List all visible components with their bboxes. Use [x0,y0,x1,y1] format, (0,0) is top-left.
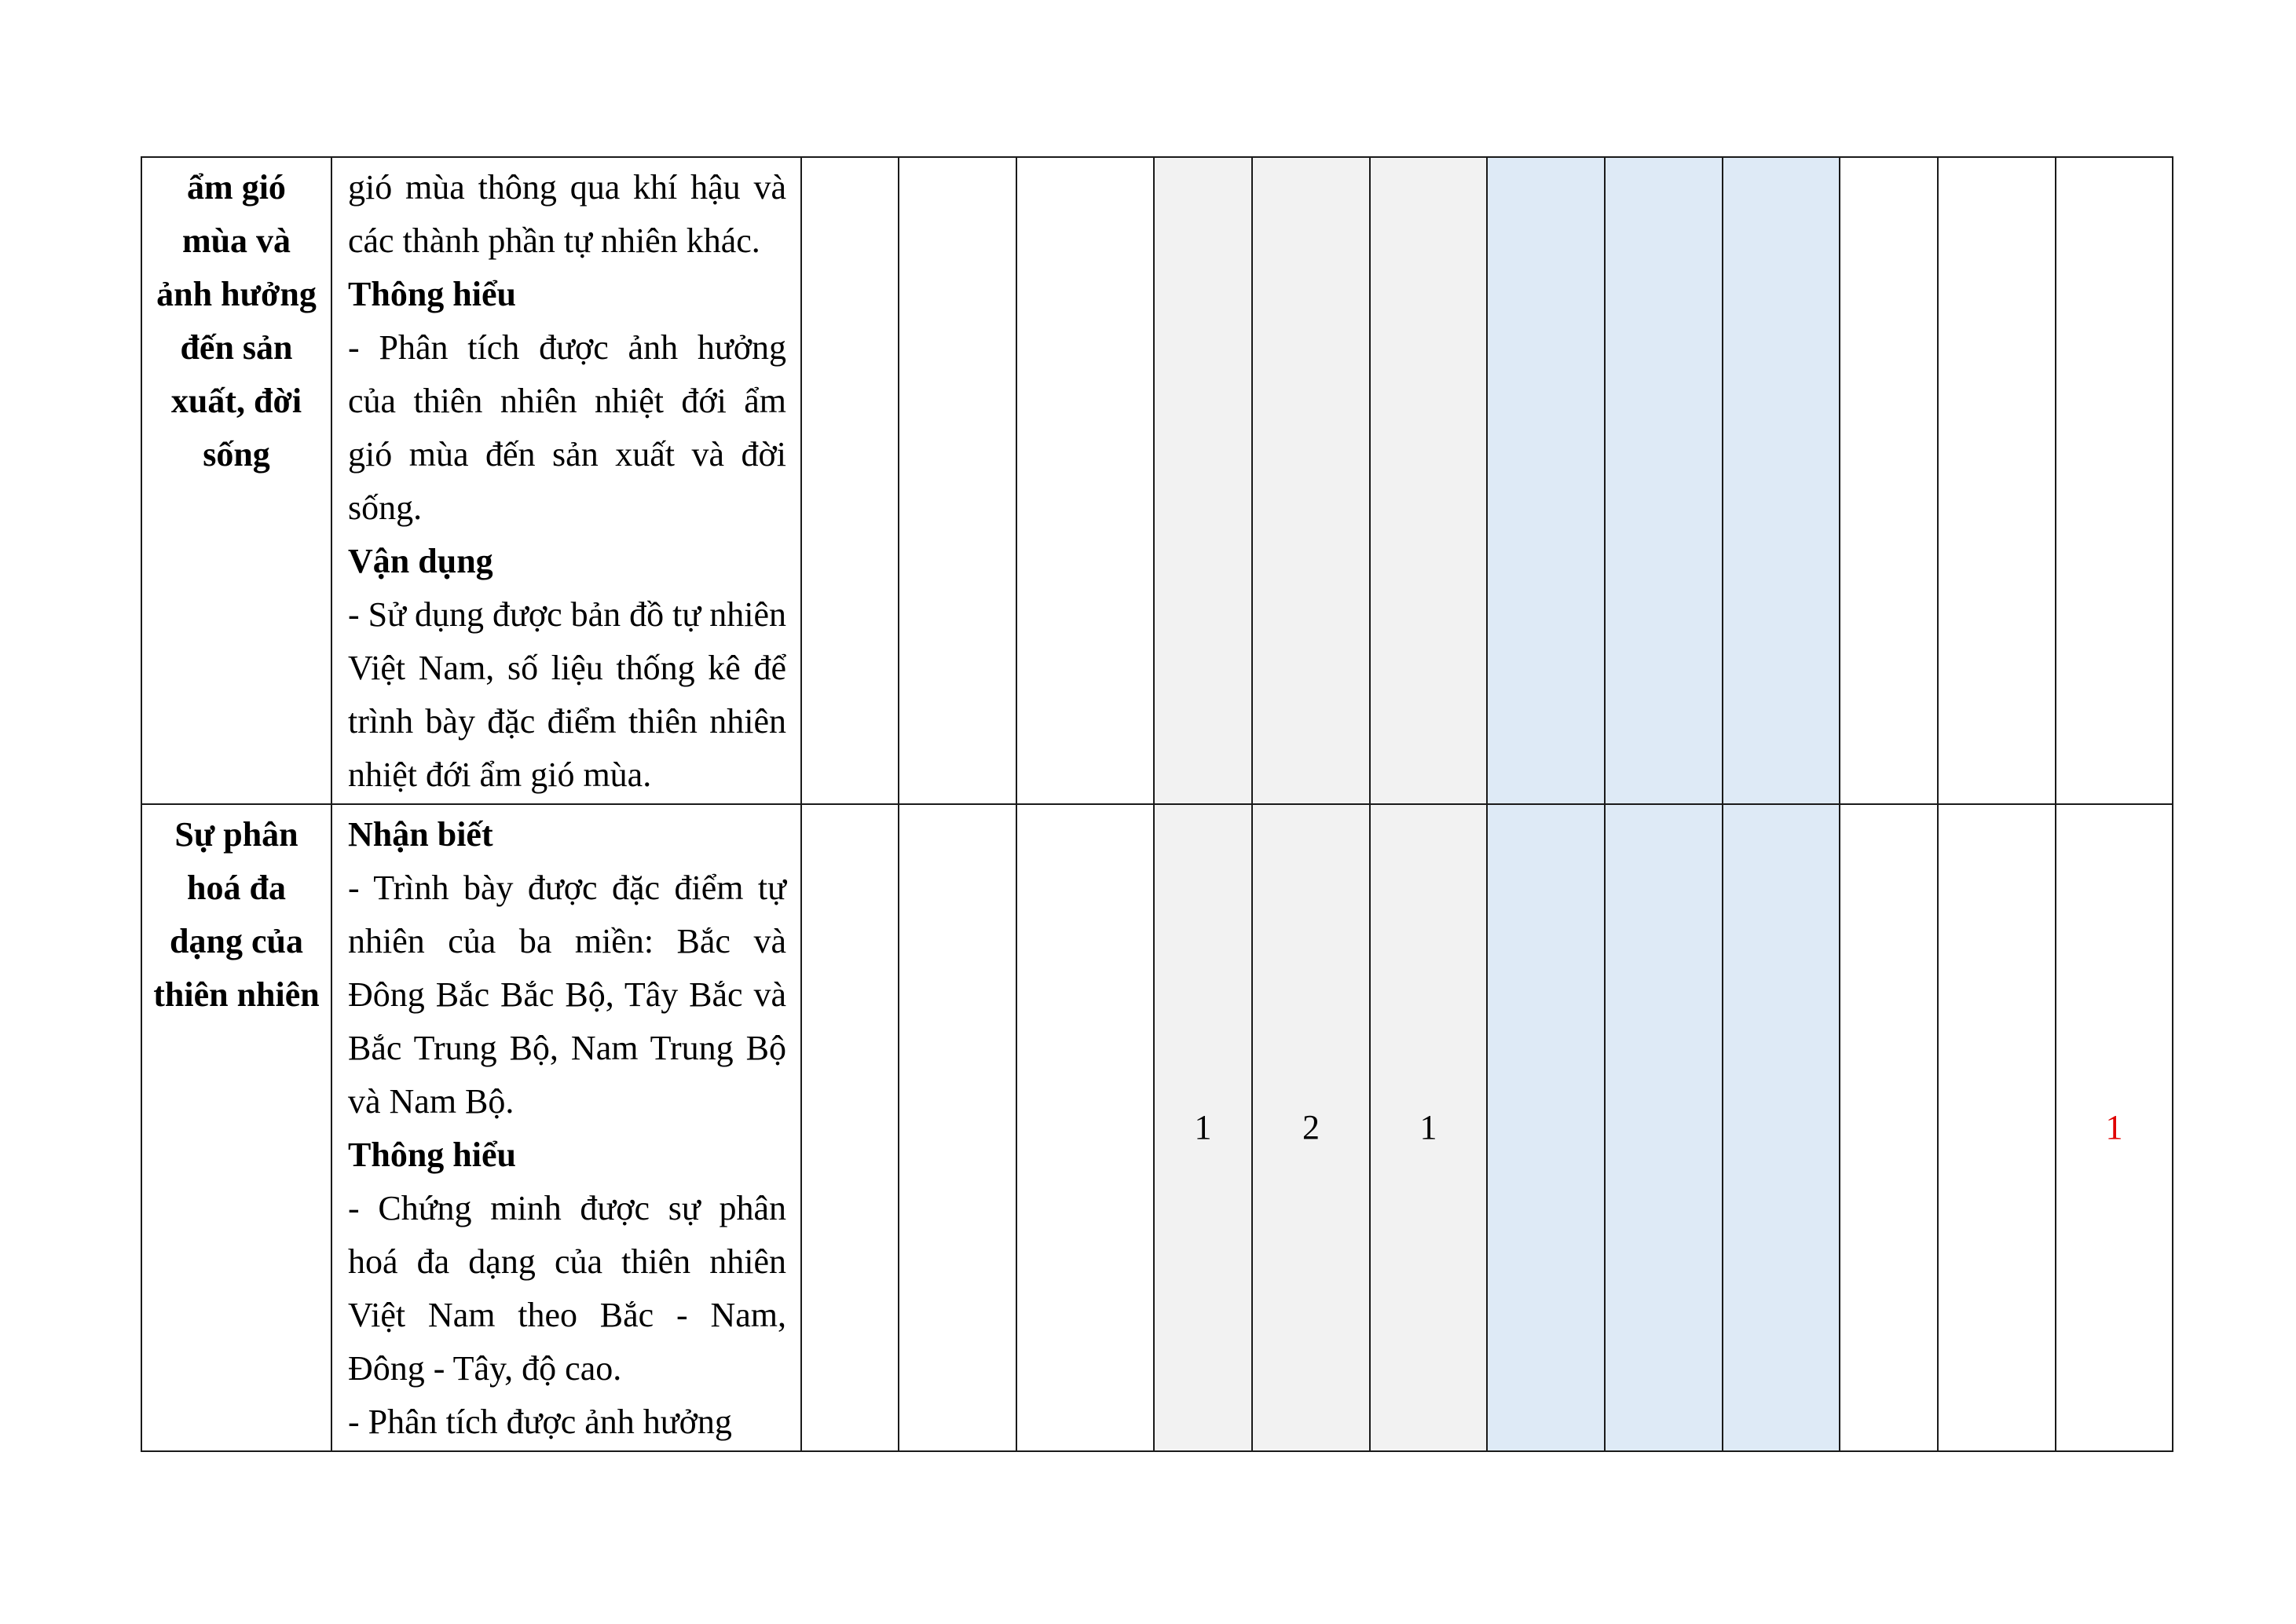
count-cell [1370,157,1487,804]
topic-cell: ẩm gió mùa và ảnh hưởng đến sản xuất, đời sống [141,157,331,804]
description-text: - Chứng minh được sự phân hoá đa dạng của thiên nhiên Việt Nam theo Bắc - Nam, Đông - Tây, độ cao. [348,1189,786,1388]
description-text: - Phân tích được ảnh hưởng [348,1403,732,1441]
count-cell: 1 [2056,804,2173,1451]
count-cell [1723,157,1840,804]
level-heading: Vận dụng [348,542,493,580]
description-cell [331,157,801,804]
table-row [141,804,2173,1451]
topic-cell: Sự phân hoá đa dạng của thiên nhiên [141,804,331,1451]
count-cell [1840,157,1938,804]
level-heading: Nhận biết [348,815,493,854]
description-text: - Sử dụng được bản đồ tự nhiên Việt Nam, số liệu thống kê để trình bày đặc điểm thiên nhiên nhiệt đới ẩm gió mùa. [348,595,786,794]
count-cell: 1 [1154,804,1252,1451]
assessment-matrix-table [141,156,2173,1452]
count-cell: 1 [1370,804,1487,1451]
count-cell [899,157,1016,804]
count-cell [1487,157,1605,804]
table-row [141,157,2173,804]
description-cell [331,804,801,1451]
count-cell [801,157,899,804]
count-cell [1605,804,1723,1451]
description-text: - Trình bày được đặc điểm tự nhiên của ba miền: Bắc và Đông Bắc Bắc Bộ, Tây Bắc và Bắc Trung Bộ, Nam Trung Bộ và Nam Bộ. [348,869,786,1121]
count-cell [2056,157,2173,804]
count-cell [1016,157,1154,804]
count-cell [1016,804,1154,1451]
count-cell [899,804,1016,1451]
count-cell [1154,157,1252,804]
count-cell [1252,157,1370,804]
level-heading: Thông hiểu [348,275,516,313]
count-cell [1723,804,1840,1451]
count-cell: 2 [1252,804,1370,1451]
description-text: gió mùa thông qua khí hậu và các thành phần tự nhiên khác. [348,168,786,260]
count-cell [801,804,899,1451]
count-cell [1605,157,1723,804]
count-cell [1938,157,2056,804]
count-cell [1487,804,1605,1451]
level-heading: Thông hiểu [348,1136,516,1174]
count-cell [1840,804,1938,1451]
count-cell [1938,804,2056,1451]
description-text: - Phân tích được ảnh hưởng của thiên nhiên nhiệt đới ẩm gió mùa đến sản xuất và đời sống. [348,328,786,527]
